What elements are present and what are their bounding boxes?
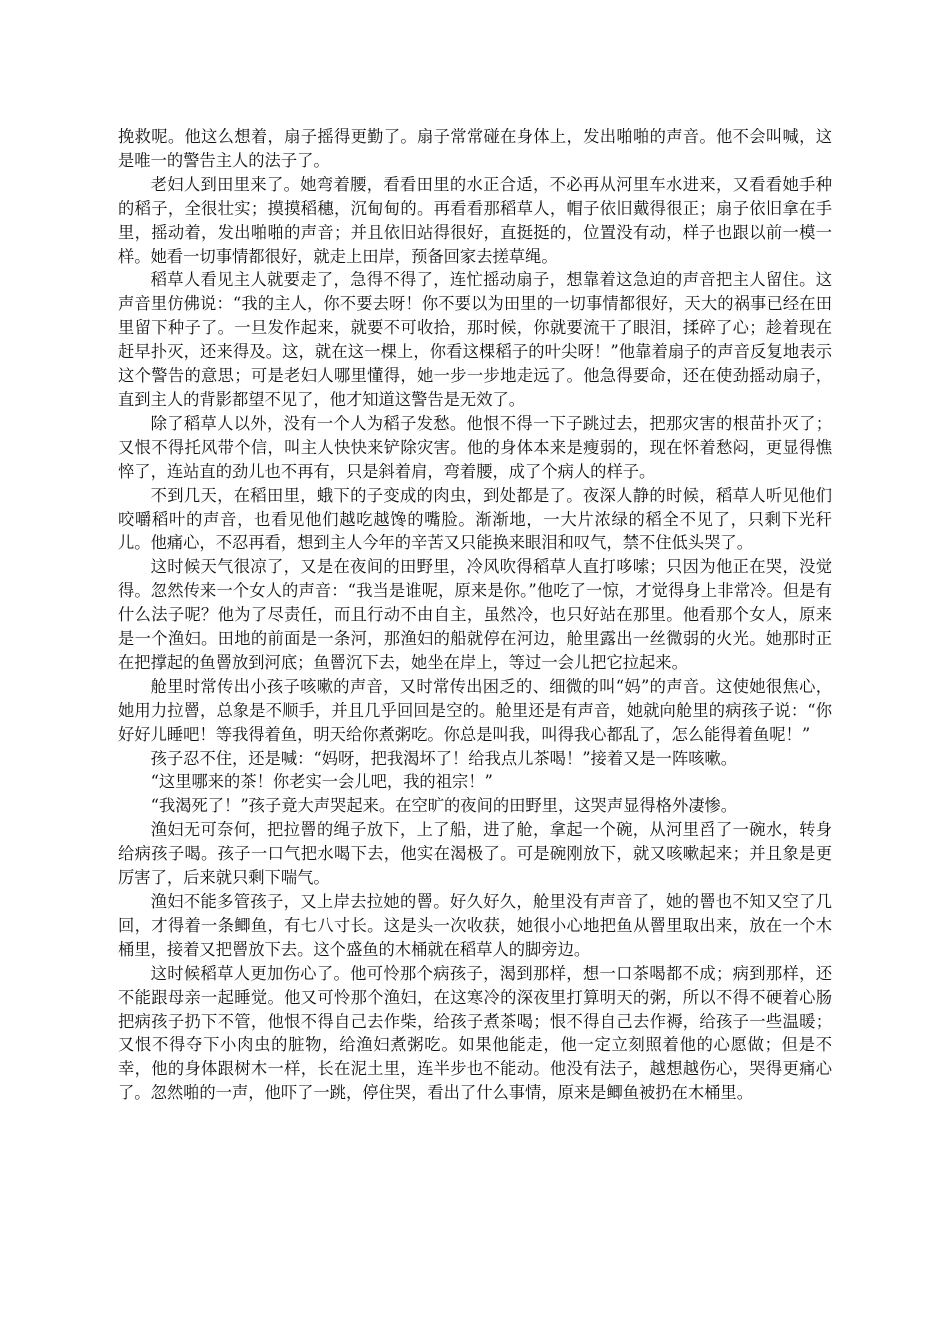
paragraph-3: 稻草人看见主人就要走了，急得不得了，连忙摇动扇子，想靠着这急迫的声音把主人留住。这声音里仿佛说：“我的主人，你不要去呀！你不要以为田里的一切事情都很好，天大的祸事已经在田里留下种子了。一旦发作起来，就要不可收拾，那时候，你就要流干了眼泪，揉碎了心；趁着现在赶早扑灭，还来得及。这，就在这一棵上，你看这棵稻子的叶尖呀！”他靠着扇子的声音反复地表示这个警告的意思；可是老妇人哪里懂得，她一步一步地走远了。他急得要命，还在使劲摇动扇子，直到主人的背影都望不见了，他才知道这警告是无效了。 xyxy=(118,270,832,409)
paragraph-13: 这时候稻草人更加伤心了。他可怜那个病孩子，渴到那样，想一口茶喝都不成；病到那样，还不能跟母亲一起睡觉。他又可怜那个渔妇，在这寒冷的深夜里打算明天的粥，所以不得不硬着心肠把病孩子扔下不管，他恨不得自己去作柴，给孩子煮茶喝；恨不得自己去作褥，给孩子一些温暖；又恨不得夺下小肉虫的脏物，给渔妇煮粥吃。如果他能走，他一定立刻照着他的心愿做；但是不幸，他的身体跟树木一样，长在泥土里，连半步也不能动。他没有法子，越想越伤心，哭得更痛心了。忽然啪的一声，他吓了一跳，停住哭，看出了什么事情，原来是鲫鱼被扔在木桶里。 xyxy=(118,963,832,1103)
paragraph-11: 渔妇无可奈何，把拉罾的绳子放下，上了船，进了舱，拿起一个碗，从河里舀了一碗水，转身给病孩子喝。孩子一口气把水喝下去，他实在渴极了。可是碗刚放下，就又咳嗽起来；并且象是更厉害了，后来就只剩下喘气。 xyxy=(118,820,832,888)
paragraph-6: 这时候天气很凉了，又是在夜间的田野里，冷风吹得稻草人直打哆嗦；只因为他正在哭，没觉得。忽然传来一个女人的声音：“我当是谁呢，原来是你。”他吃了一惊，才觉得身上非常冷。但是有什么法子呢？他为了尽责任，而且行动不由自主，虽然冷，也只好站在那里。他看那个女人，原来是一个渔妇。田地的前面是一条河，那渔妇的船就停在河边，舱里露出一丝微弱的火光。她那时正在把撑起的鱼罾放到河底；鱼罾沉下去，她坐在岸上，等过一会儿把它拉起来。 xyxy=(118,557,832,672)
paragraph-8: 孩子忍不住，还是喊：“妈呀，把我渴坏了！给我点儿茶喝！”接着又是一阵咳嗽。 xyxy=(150,748,738,768)
paragraph-9: “这里哪来的茶！你老实一会儿吧，我的祖宗！” xyxy=(150,772,493,792)
paragraph-7: 舱里时常传出小孩子咳嗽的声音，又时常传出困乏的、细微的叫“妈”的声音。这使她很焦心，她用力拉罾，总象是不顺手，并且几乎回回是空的。舱里还是有声音，她就向舱里的病孩子说：“你好好儿睡吧！等我得着鱼，明天给你煮粥吃。你总是叫我，叫得我心都乱了，怎么能得着鱼呢！” xyxy=(118,676,832,744)
paragraph-5: 不到几天，在稻田里，蛾下的子变成的肉虫，到处都是了。夜深人静的时候，稻草人听见他们咬嚼稻叶的声音，也看见他们越吃越馋的嘴脸。渐渐地，一大片浓绿的稻全不见了，只剩下光秆儿。他痛心，不忍再看，想到主人今年的辛苦又只能换来眼泪和叹气，禁不住低头哭了。 xyxy=(118,485,832,553)
paragraph-12: 渔妇不能多管孩子，又上岸去拉她的罾。好久好久，舱里没有声音了，她的罾也不知又空了几回，才得着一条鲫鱼，有七八寸长。这是头一次收获，她很小心地把鱼从罾里取出来，放在一个木桶里，接着又把罾放下去。这个盛鱼的木桶就在稻草人的脚旁边。 xyxy=(118,892,832,959)
paragraph-4: 除了稻草人以外，没有一个人为稻子发愁。他恨不得一下子跳过去，把那灾害的根苗扑灭了；又恨不得托风带个信，叫主人快快来铲除灾害。他的身体本来是瘦弱的，现在怀着愁闷，更显得憔悴了，连站直的劲儿也不再有，只是斜着肩，弯着腰，成了个病人的样子。 xyxy=(118,413,832,481)
paragraph-1: 挽救呢。他这么想着，扇子摇得更勤了。扇子常常碰在身体上，发出啪啪的声音。他不会叫喊，这是唯一的警告主人的法子了。 xyxy=(118,127,832,170)
paragraph-2: 老妇人到田里来了。她弯着腰，看看田里的水正合适，不必再从河里车水进来，又看看她手种的稻子，全很壮实；摸摸稻穗，沉甸甸的。再看看那稻草人，帽子依旧戴得很正；扇子依旧拿在手里，摇动着，发出啪啪的声音；并且依旧站得很好，直挺挺的，位置没有动，样子也跟以前一模一样。她看一切事情都很好，就走上田岸，预备回家去搓草绳。 xyxy=(118,174,832,266)
paragraph-10: “我渴死了！”孩子竟大声哭起来。在空旷的夜间的田野里，这哭声显得格外凄惨。 xyxy=(150,796,738,816)
